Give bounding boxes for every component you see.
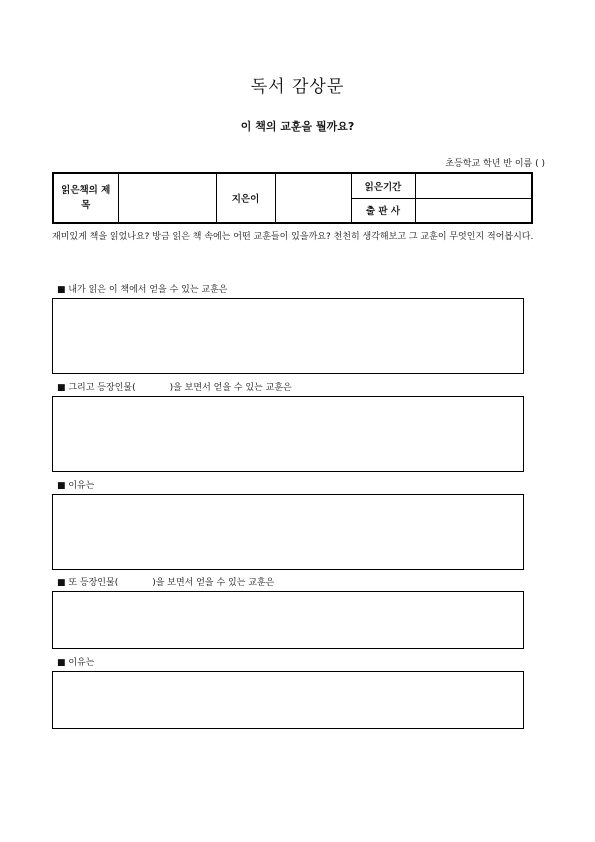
- section-1-label: ■ 내가 읽은 이 책에서 얻을 수 있는 교훈은: [57, 285, 228, 295]
- section-4-answer-box[interactable]: [52, 591, 524, 649]
- page-subtitle: 이 책의 교훈을 뭘까요?: [240, 120, 355, 133]
- section-5-label: ■ 이유는: [57, 658, 95, 668]
- publisher-label: 출 판 사: [351, 198, 415, 223]
- author-field[interactable]: [275, 173, 351, 223]
- reading-period-label: 읽은기간: [351, 173, 415, 198]
- section-2-label: ■ 그리고 등장인물( )을 보면서 얻을 수 있는 교훈은: [57, 383, 292, 393]
- section-2-answer-box[interactable]: [52, 396, 524, 472]
- author-label: 지은이: [216, 173, 275, 223]
- page-title: 독서 감상문: [250, 77, 345, 97]
- section-3-label: ■ 이유는: [57, 481, 95, 491]
- reading-period-field[interactable]: [415, 173, 532, 198]
- publisher-field[interactable]: [415, 198, 532, 223]
- book-info-table: [52, 172, 533, 224]
- section-3-answer-box[interactable]: [52, 494, 524, 570]
- section-4-label: ■ 또 등장인물( )을 보면서 얻을 수 있는 교훈은: [57, 578, 275, 588]
- student-info-line: 초등학교 학년 반 이름 ( ): [445, 159, 545, 169]
- section-1-answer-box[interactable]: [52, 298, 524, 374]
- intro-text: 재미있게 책을 읽었나요? 방금 읽은 책 속에는 어떤 교훈들이 있을까요? 천천히 생각해보고 그 교훈이 무엇인지 적어봅시다.: [52, 232, 534, 242]
- section-5-answer-box[interactable]: [52, 671, 524, 729]
- book-title-field[interactable]: [118, 173, 216, 223]
- book-title-label: 읽은책의 제 목: [53, 173, 118, 223]
